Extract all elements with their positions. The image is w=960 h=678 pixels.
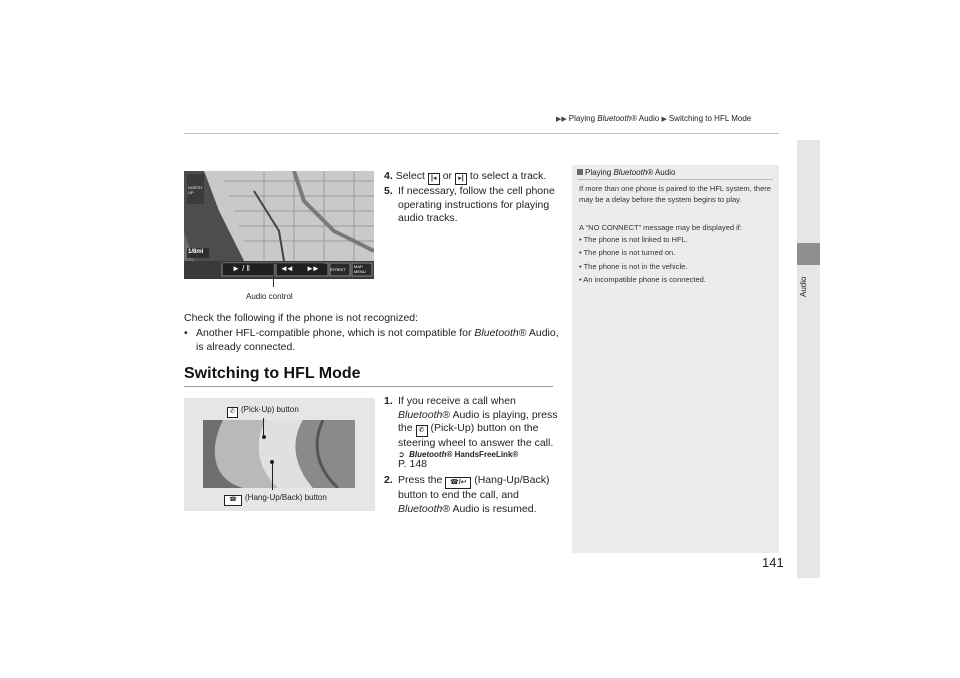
steering-wheel-drawing xyxy=(203,420,355,488)
step-4 xyxy=(384,170,554,185)
note-bullet-list xyxy=(579,234,774,285)
previous-track-button[interactable]: ◄◄ xyxy=(280,264,292,273)
breadcrumb-item-audio: ® Audio xyxy=(631,114,660,123)
hang-up-icon-small: ☎ xyxy=(224,495,242,506)
steering-wheel-image xyxy=(203,420,355,488)
step-1-italic: Bluetooth xyxy=(398,408,443,421)
pick-up-callout-dot xyxy=(262,435,266,439)
breadcrumb-arrow-icon: ▶▶ xyxy=(556,116,567,123)
next-track-button[interactable]: ►► xyxy=(306,264,318,273)
link-title: ® HandsFreeLink® xyxy=(446,450,519,459)
step-1-text-b: ® Audio is playing, press the xyxy=(398,408,558,434)
breadcrumb-item-hfl: Switching to HFL Mode xyxy=(668,114,752,123)
step-5-number-text: 5. xyxy=(384,185,393,197)
step-1-text xyxy=(398,395,558,451)
step-5-text: If necessary, follow the cell phone operating instructions for playing audio tracks. xyxy=(398,185,555,224)
section-divider xyxy=(184,386,553,387)
hang-up-back-icon: ☎/↩ xyxy=(445,477,471,489)
hang-up-callout-line xyxy=(272,462,273,490)
pick-up-label xyxy=(227,405,299,418)
note-divider xyxy=(578,179,773,180)
note-head-pre: Playing xyxy=(585,168,614,177)
step-1-text-a: If you receive a call when xyxy=(398,395,516,407)
header-divider xyxy=(184,133,779,134)
note-bullet: • The phone is not turned on. xyxy=(579,248,676,258)
step-4-number: 4. xyxy=(384,170,393,182)
hang-up-label xyxy=(224,493,327,506)
check-bullet-text xyxy=(196,327,561,354)
hang-up-label-text: (Hang-Up/Back) button xyxy=(245,493,327,502)
step-1-number-text: 1. xyxy=(384,395,393,407)
note-bullet-2: The phone is not turned on. xyxy=(583,248,676,258)
step-1-number xyxy=(384,395,396,409)
street-button[interactable]: STREET xyxy=(330,267,346,272)
breadcrumb-item-playing: Playing xyxy=(568,114,598,123)
pick-up-label-text: (Pick-Up) button xyxy=(241,405,299,414)
skip-forward-icon: ▸| xyxy=(455,173,467,185)
note-head-italic: Bluetooth xyxy=(613,168,648,177)
note-bullet-1: The phone is not linked to HFL. xyxy=(583,235,688,244)
side-tab-label-text: Audio xyxy=(799,276,808,297)
step-5-number xyxy=(384,185,396,199)
note-marker-icon xyxy=(577,169,583,175)
step-2-number xyxy=(384,474,396,488)
note-bullet: • An incompatible phone is connected. xyxy=(579,275,706,285)
step-4-text-b: to select a track. xyxy=(469,170,547,182)
page-number: 141 xyxy=(762,555,784,570)
note-bullet-3: The phone is not in the vehicle. xyxy=(583,261,688,271)
step-2-text-b: (Hang-Up/Back) button to end the call, and xyxy=(398,474,550,501)
side-tab-label xyxy=(796,265,821,305)
check-bullet-post: ® Audio, is already connected. xyxy=(196,327,559,353)
section-title: Switching to HFL Mode xyxy=(184,365,361,382)
check-bullet-icon: • xyxy=(184,327,188,339)
step-2-text-c: ® Audio is resumed. xyxy=(442,502,537,515)
skip-back-icon: |◂ xyxy=(428,173,440,185)
map-compass-label: NORTH UP xyxy=(188,185,203,195)
pick-up-icon-small: ✆ xyxy=(227,407,238,418)
check-intro: Check the following if the phone is not recognized: xyxy=(184,312,419,324)
side-tab-bar xyxy=(797,140,820,578)
note-paragraph-1: If more than one phone is paired to the HFL system, there may be a delay before the system begins to play. xyxy=(579,184,771,204)
play-pause-button[interactable]: ► / ‖ xyxy=(232,264,250,273)
step-4-or: or xyxy=(442,170,453,182)
note-bullet: • The phone is not in the vehicle. xyxy=(579,261,688,271)
pick-up-icon: ✆ xyxy=(416,425,428,437)
step-2-text xyxy=(398,474,558,516)
link-page-ref: P. 148 xyxy=(398,458,428,470)
audio-control-callout-line xyxy=(273,263,274,287)
breadcrumb xyxy=(556,114,751,123)
map-scale-label: 1/8mi xyxy=(188,249,204,255)
side-note-heading xyxy=(577,168,675,177)
check-bullet-italic: Bluetooth xyxy=(474,327,519,339)
side-tab-marker xyxy=(797,243,820,265)
note-bullet: • The phone is not linked to HFL. xyxy=(579,235,688,244)
map-caption: Audio control xyxy=(246,292,293,301)
map-menu-button[interactable]: MAP MENU xyxy=(354,264,366,274)
note-bullet-4: An incompatible phone is connected. xyxy=(583,275,706,285)
breadcrumb-item-bluetooth: Bluetooth xyxy=(597,114,632,123)
note-head-post: ® Audio xyxy=(647,168,676,177)
link-italic: Bluetooth xyxy=(409,450,447,459)
check-bullet-pre: Another HFL-compatible phone, which is not compatible for xyxy=(196,327,475,339)
link-arrow-icon: ➲ xyxy=(398,450,405,459)
step-2-number-text: 2. xyxy=(384,474,393,486)
step-2-italic: Bluetooth xyxy=(398,502,443,515)
step-4-text-a: Select xyxy=(395,170,425,182)
breadcrumb-separator-icon: ▶ xyxy=(661,116,667,123)
note-paragraph-2: A “NO CONNECT” message may be displayed if: xyxy=(579,223,742,232)
step-2-text-a: Press the xyxy=(398,474,443,486)
hang-up-callout-dot xyxy=(270,460,274,464)
step-1-text-c: (Pick-Up) button on the steering wheel to answer the call. xyxy=(398,422,554,449)
